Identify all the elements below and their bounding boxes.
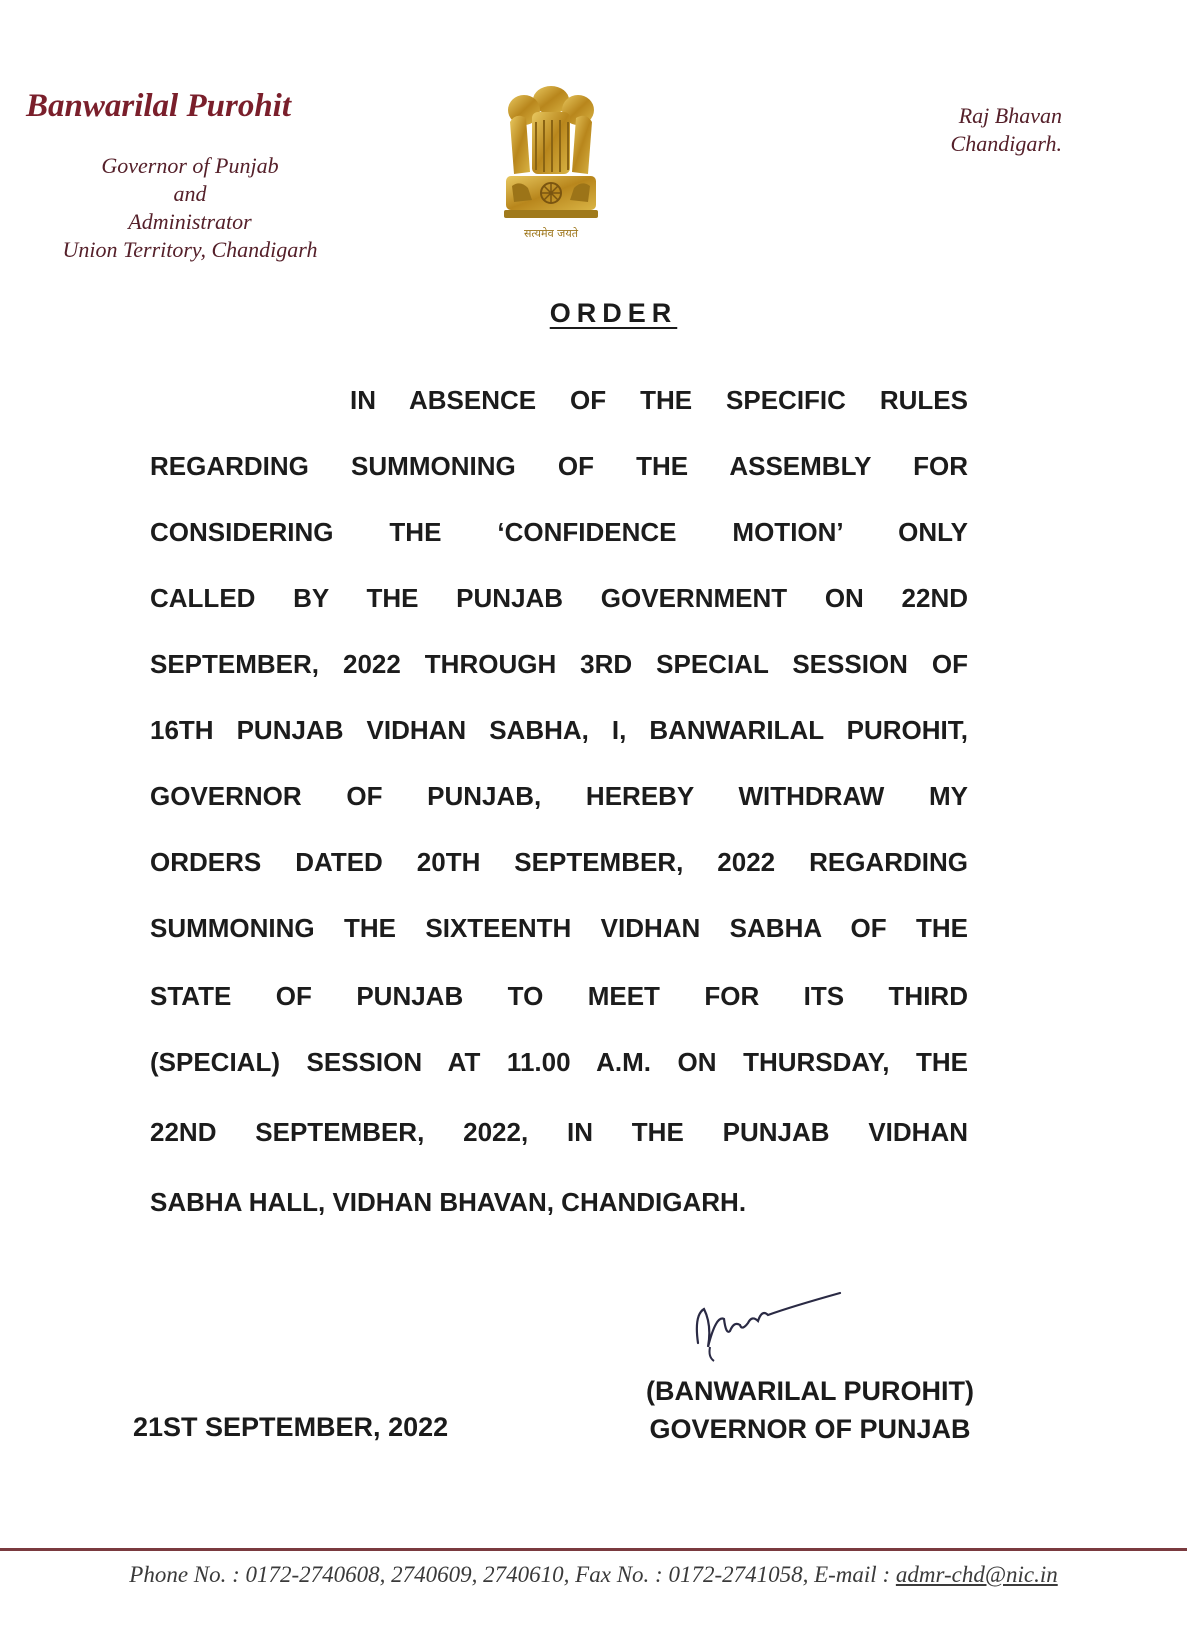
governor-name-heading: Banwarilal Purohit <box>26 88 292 124</box>
footer-email-link[interactable]: admr-chd@nic.in <box>895 1562 1058 1587</box>
body-line: 16TH PUNJAB VIDHAN SABHA, I, BANWARILAL PUROHIT, <box>150 715 968 745</box>
designation-block <box>20 152 360 264</box>
location-line: Raj Bhavan <box>958 103 1062 128</box>
body-line: ORDERS DATED 20TH SEPTEMBER, 2022 REGARDING <box>150 847 968 877</box>
designation-line: Administrator <box>128 209 252 234</box>
footer-divider <box>0 1548 1187 1551</box>
handwritten-signature-icon <box>690 1285 850 1365</box>
body-line: (SPECIAL) SESSION AT 11.00 A.M. ON THURSDAY, THE <box>150 1047 968 1077</box>
body-line: CALLED BY THE PUNJAB GOVERNMENT ON 22ND <box>150 583 968 613</box>
location-block <box>951 102 1062 158</box>
body-line: CONSIDERING THE ‘CONFIDENCE MOTION’ ONLY <box>150 517 968 547</box>
footer-contact <box>0 1562 1187 1588</box>
location-line: Chandigarh. <box>950 131 1062 156</box>
body-line: 22ND SEPTEMBER, 2022, IN THE PUNJAB VIDHAN <box>150 1117 968 1147</box>
body-line: REGARDING SUMMONING OF THE ASSEMBLY FOR <box>150 451 968 481</box>
designation-line: Union Territory, Chandigarh <box>62 237 318 262</box>
designation-line: Governor of Punjab <box>101 153 279 178</box>
designation-line: and <box>173 181 207 206</box>
footer-contact-text: Phone No. : 0172-2740608, 2740609, 2740610, Fax No. : 0172-2741058, E-mail : <box>129 1562 896 1587</box>
signatory-designation: GOVERNOR OF PUNJAB <box>649 1414 971 1444</box>
body-line: SUMMONING THE SIXTEENTH VIDHAN SABHA OF THE <box>150 913 968 943</box>
order-title: ORDER <box>549 298 678 328</box>
signatory-name: (BANWARILAL PUROHIT) <box>646 1376 974 1406</box>
national-emblem-icon <box>496 82 606 252</box>
body-line: GOVERNOR OF PUNJAB, HEREBY WITHDRAW MY <box>150 781 968 811</box>
body-line: SEPTEMBER, 2022 THROUGH 3RD SPECIAL SESSION OF <box>150 649 968 679</box>
body-line: IN ABSENCE OF THE SPECIFIC RULES <box>350 385 968 415</box>
signatory-block <box>610 1372 1010 1448</box>
order-date: 21ST SEPTEMBER, 2022 <box>133 1412 449 1442</box>
body-line: STATE OF PUNJAB TO MEET FOR ITS THIRD <box>150 981 968 1011</box>
emblem-caption: सत्यमेव जयते <box>523 227 579 240</box>
body-line: SABHA HALL, VIDHAN BHAVAN, CHANDIGARH. <box>150 1187 747 1217</box>
